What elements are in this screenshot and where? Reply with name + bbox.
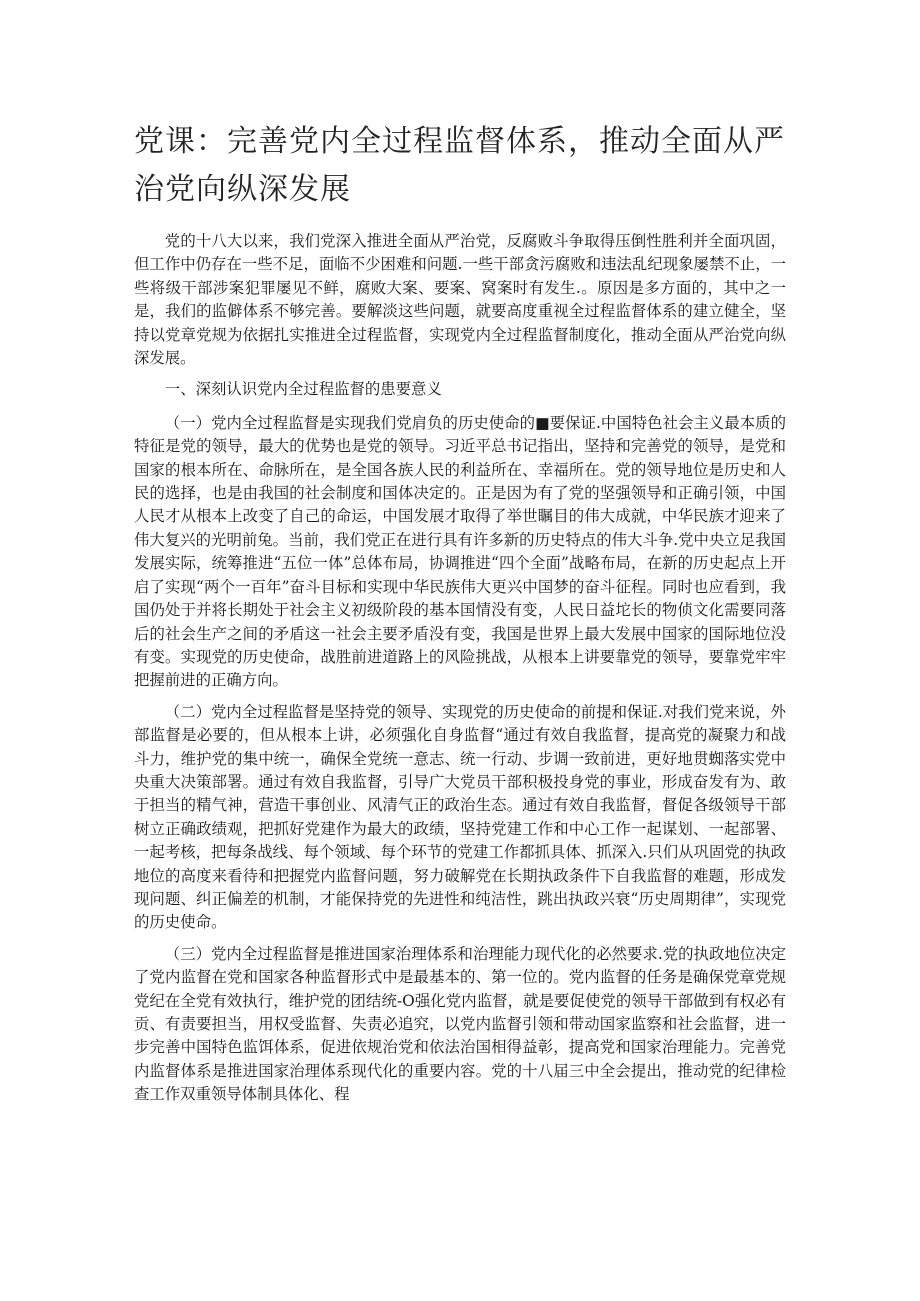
body-paragraph-2: （二）党内全过程监督是坚持党的领导、实现党的历史使命的前提和保证.对我们党来说，外部监督是必要的，但从根本上讲，必须强化自身监督“通过有效自我监督，提高党的凝聚力和战斗力，维护党的集中统一，确保全党统一意志、统一行动、步调一致前进，更好地贯蜘落实党中央重大决策部署。通过有效自我监督，引导广大党员干部积极投身党的事业，形成奋发有为、敢于担当的精气神，营造干事创业、风清气正的政治生态。通过有效自我监督，督促各级领导干部树立正确政绩观，把抓好党建作为最大的政绩，坚持党建工作和中心工作一起谋划、一起部署、一起考核，把每条战线、每个领域、每个环节的党建工作都抓具体、抓深入.只们从巩固党的执政地位的高度来看待和把握党内监督问题，努力破解党在长期执政条件下自我监督的难题，形成发现问题、纠正偏差的机制，才能保持党的先进性和纯洁性，跳出执政兴衰“历史周期律”，实现党的历史使命。 (134, 702, 786, 932)
document-page (134, 118, 786, 1115)
section-heading: 一、深刻认识党内全过程监督的患要意义 (164, 380, 442, 399)
body-paragraph-1: （一）党内全过程监督是实现我们党肩负的历史使命的■要保证.中国特色社会主义最本质的特征是党的领导，最大的优势也是党的领导。习近平总书记指出，坚持和完善党的领导，是党和国家的根本所在、命脉所在，是全国各族人民的利益所在、幸福所在。党的领导地位是历史和人民的选择，也是由我国的社会制度和国体决定的。正是因为有了党的坚强领导和正确引领，中国人民才从根本上改变了自己的命运，中国发展才取得了举世瞩目的伟大成就，中华民族才迎来了伟大复兴的光明前兔。当前，我们党正在进行具有许多新的历史特点的伟大斗争.党中央立足我国发展实际，统筹推进“五位一体”总体布局，协调推进“四个全面”战略布局，在新的历史起点上开启了实现“两个一百年”奋斗目标和实现中华民族伟大更兴中国梦的奋斗征程。同时也应看到，我国仍处于并将长期处于社会主义初级阶段的基本国情没有变，人民日益坨长的物侦文化需要同落后的社会生产之间的矛盾这一社会主要矛盾没有变，我国是世界上最大发展中国家的国际地位没有变。实现党的历史使命，战胜前进道路上的风险挑战，从根本上讲要靠党的领导，要靠党牢牢把握前进的正确方向。 (134, 413, 786, 690)
document-title: 党课：完善党内全过程监督体系，推动全面从严治党向纵深发展 (134, 124, 785, 207)
body-paragraph-3: （三）党内全过程监督是推进国家治理体系和治理能力现代化的必然要求.党的执政地位决定了党内监督在党和国家各种监督形式中是最基本的、第一位的。党内监督的任务是确保党章党规党纪在全党有效执行，维护党的团结统-O强化党内监督，就是要促使党的领导干部做到有权必有贡、有责要担当，用权受监督、失责必追究，以党内监督引领和带动国家监察和社会监督，进一步完善中国特色监饵体系，促进依规治党和依法治国相得益彰，提高党和国家治理能力。完善党内监督体系是推进国家治理体系现代化的重要内容。党的十八届三中全会提出，推动党的纪律检查工作双重领导体制具体化、程 (134, 944, 786, 1104)
intro-paragraph: 党的十八大以来，我们党深入推进全面从严治党，反腐败斗争取得压倒性胜利并全面巩固，但工作中仍存在一些不足，面临不少困难和问题.一些干部贪污腐败和违法乱纪现象屡禁不止，一些将级干部涉案犯罪屡见不鲜，腐败大案、要案、窝案时有发生.。原因是多方面的，其中之一是，我们的监僻体系不够完善。要解淡这些问题，就要高度重视全过程监督体系的建立健全，坚持以党章党规为依据扎实推进全过程监督，实现党内全过程监督制度化，推动全面从严治党向纵深发展。 (134, 232, 786, 368)
